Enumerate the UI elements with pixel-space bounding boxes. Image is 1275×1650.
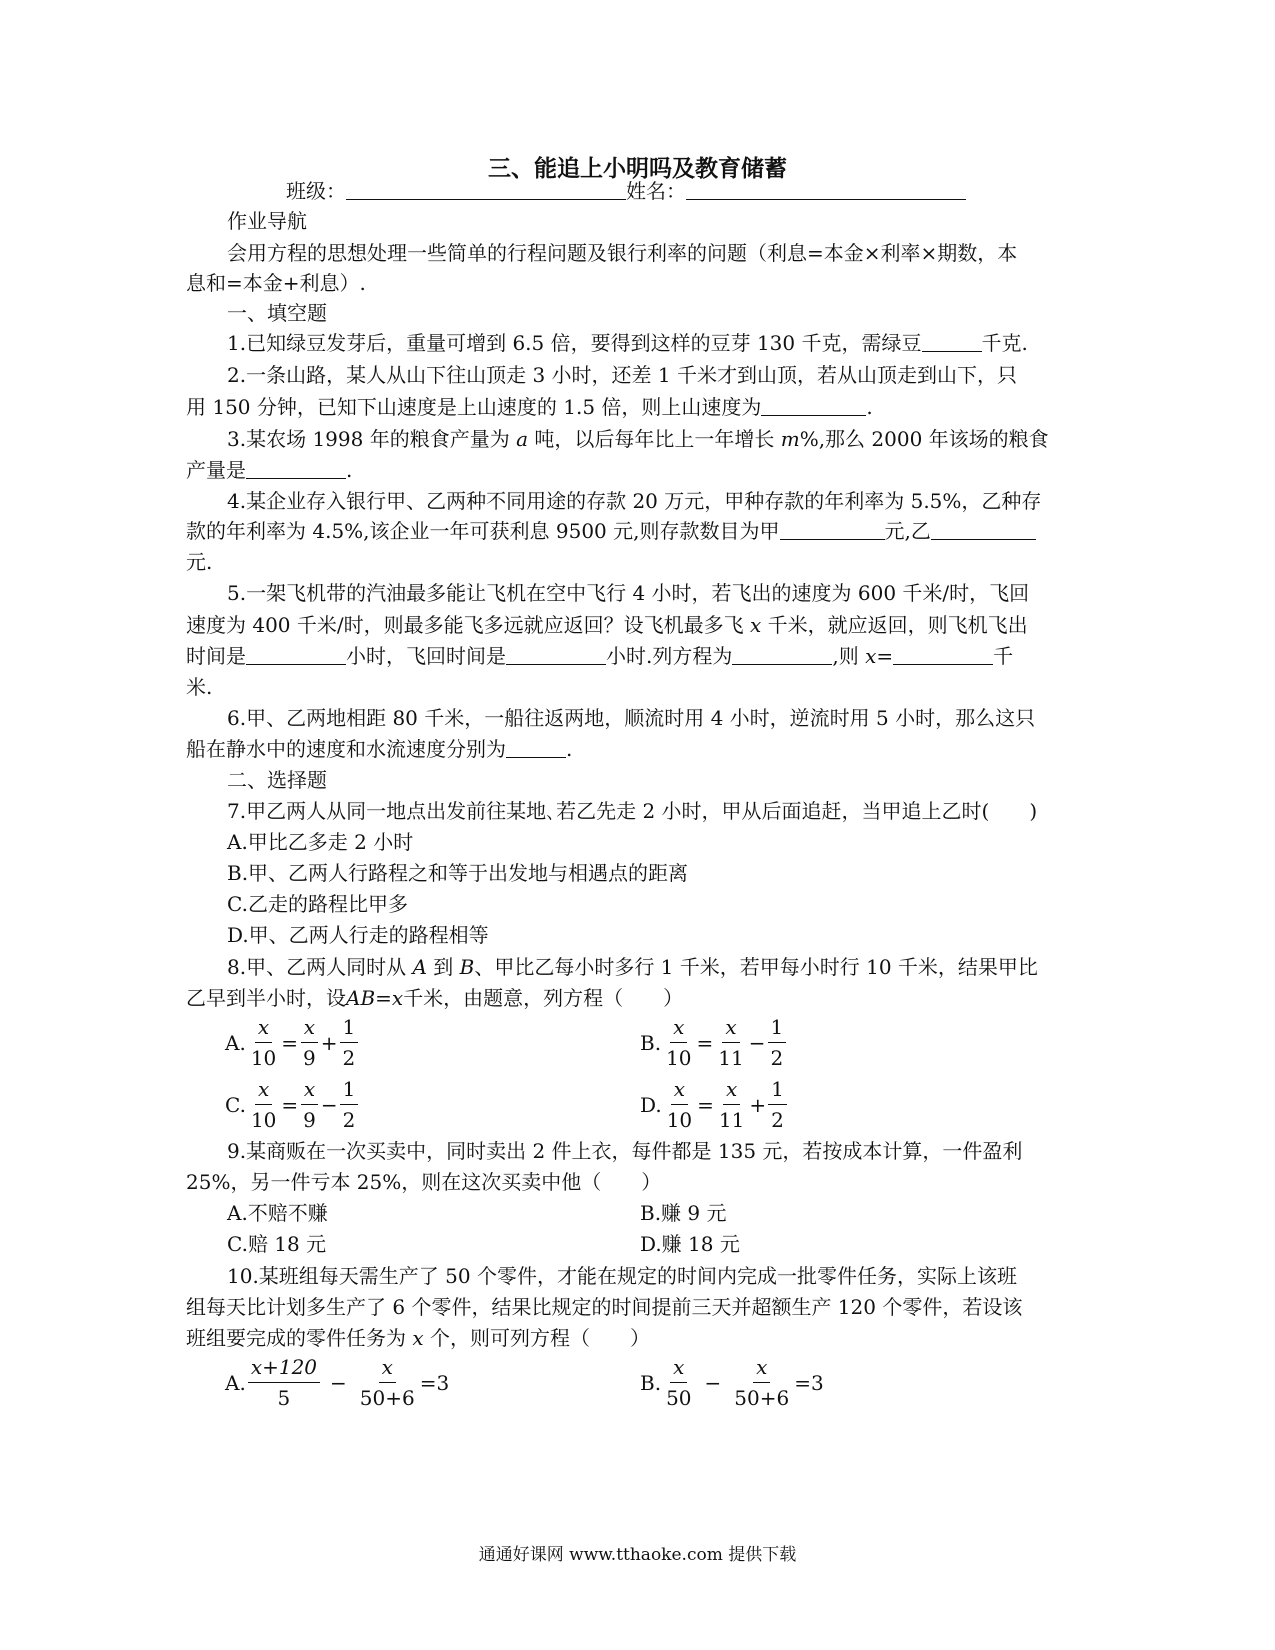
denominator: 10 bbox=[250, 1108, 277, 1132]
denominator: 9 bbox=[303, 1108, 316, 1132]
fraction bbox=[340, 1012, 359, 1073]
numerator: x bbox=[722, 1012, 739, 1043]
denominator: 5 bbox=[277, 1386, 291, 1410]
answer-blank[interactable] bbox=[893, 644, 993, 665]
nav-text-line-1: 会用方程的思想处理一些简单的行程问题及银行利率的问题（利息=本金×利率×期数，本 bbox=[227, 241, 1018, 265]
question-5-text: 千米，就应返回，则飞机飞出 bbox=[767, 613, 1028, 637]
option-label: B. bbox=[640, 1030, 662, 1055]
numerator: x bbox=[670, 1352, 687, 1383]
operator: − bbox=[748, 1030, 766, 1055]
question-3-text: 吨，以后每年比上一年增长 bbox=[534, 427, 775, 451]
question-1-text: 1.已知绿豆发芽后，重量可增到 6.5 倍，要得到这样的豆芽 130 千克，需绿豆 bbox=[227, 331, 922, 355]
answer-blank[interactable] bbox=[506, 644, 606, 665]
numerator: x+120 bbox=[248, 1352, 320, 1383]
question-5-text: ,则 bbox=[832, 644, 859, 668]
numerator: 1 bbox=[768, 1074, 787, 1105]
operator: + bbox=[749, 1092, 767, 1117]
question-4-line-3: 元. bbox=[186, 550, 213, 574]
question-9-option-d[interactable]: D.赚 18 元 bbox=[640, 1232, 740, 1256]
question-10-option-b[interactable] bbox=[640, 1352, 824, 1413]
question-5-text: 速度为 400 千米/时，则最多能飞多远就应返回？设飞机最多飞 bbox=[186, 613, 744, 637]
answer-blank[interactable] bbox=[732, 644, 832, 665]
question-4-line-2 bbox=[186, 516, 1036, 546]
question-3-text: 3.某农场 1998 年的粮食产量为 bbox=[227, 427, 510, 451]
header-fields-row bbox=[286, 176, 966, 206]
question-6-line-2 bbox=[186, 734, 572, 764]
question-8-option-b[interactable] bbox=[640, 1012, 788, 1073]
question-3-end: . bbox=[346, 458, 353, 482]
answer-blank[interactable] bbox=[506, 737, 566, 758]
option-label: A. bbox=[225, 1030, 246, 1055]
variable-x: x bbox=[865, 644, 877, 668]
denominator: 2 bbox=[342, 1046, 356, 1070]
numerator: x bbox=[301, 1074, 318, 1105]
question-4-text: 元,乙 bbox=[884, 519, 931, 543]
answer-blank[interactable] bbox=[922, 331, 982, 352]
numerator: x bbox=[671, 1074, 688, 1105]
answer-blank[interactable] bbox=[246, 644, 346, 665]
question-8-text: 8.甲、乙两人同时从 bbox=[227, 955, 407, 979]
question-8-option-a[interactable] bbox=[225, 1012, 360, 1073]
question-3-text: 产量是 bbox=[186, 458, 246, 482]
fraction bbox=[664, 1074, 695, 1135]
denominator: 11 bbox=[718, 1046, 744, 1070]
question-2-end: . bbox=[866, 395, 873, 419]
footer-source: 通通好课网 www.tthaoke.com 提供下载 bbox=[478, 1545, 797, 1565]
question-10-line-3 bbox=[186, 1323, 650, 1353]
question-5-line-1: 5.一架飞机带的汽油最多能让飞机在空中飞行 4 小时，若飞出的速度为 600 千米/时，飞回 bbox=[227, 581, 1030, 605]
question-3-text: %,那么 2000 年该场的粮食 bbox=[799, 427, 1049, 451]
denominator: 10 bbox=[666, 1046, 692, 1070]
question-9-option-b[interactable]: B.赚 9 元 bbox=[640, 1201, 727, 1225]
page-title: 三、能追上小明吗及教育储蓄 bbox=[488, 156, 787, 182]
fraction bbox=[248, 1352, 320, 1413]
question-6-end: . bbox=[566, 737, 573, 761]
fraction bbox=[300, 1012, 319, 1073]
question-5-text: 小时，飞回时间是 bbox=[346, 644, 506, 668]
denominator: 50+6 bbox=[734, 1386, 790, 1410]
name-blank[interactable] bbox=[686, 179, 966, 200]
denominator: 10 bbox=[666, 1108, 693, 1132]
question-7-option-d[interactable]: D.甲、乙两人行走的路程相等 bbox=[227, 923, 489, 947]
question-8-line-1 bbox=[227, 952, 1038, 982]
operator: − bbox=[320, 1092, 338, 1117]
option-label: A. bbox=[225, 1370, 246, 1395]
question-7-option-a[interactable]: A.甲比乙多走 2 小时 bbox=[227, 830, 414, 854]
equals-sign: = bbox=[375, 986, 392, 1010]
equals-sign: = bbox=[876, 644, 894, 668]
question-9-line-1: 9.某商贩在一次买卖中，同时卖出 2 件上衣，每件都是 135 元，若按成本计算，一件盈利 bbox=[227, 1139, 1023, 1163]
question-10-text: 班组要完成的零件任务为 bbox=[186, 1326, 406, 1350]
variable-m: m bbox=[780, 427, 800, 451]
question-8-line-2 bbox=[186, 983, 683, 1013]
question-10-text: 个，则可列方程（ ） bbox=[430, 1326, 650, 1350]
question-2-line-2 bbox=[186, 392, 873, 422]
question-7-stem: 7.甲乙两人从同一地点出发前往某地､若乙先走 2 小时，甲从后面追赶，当甲追上乙时( ) bbox=[227, 799, 1038, 823]
numerator: 1 bbox=[340, 1012, 359, 1043]
question-6-line-1: 6.甲、乙两地相距 80 千米，一船往返两地，顺流时用 4 小时，逆流时用 5 小时，那么这只 bbox=[227, 706, 1036, 730]
question-8-option-c[interactable] bbox=[225, 1074, 360, 1135]
question-4-line-1: 4.某企业存入银行甲、乙两种不同用途的存款 20 万元，甲种存款的年利率为 5.5%，乙种存 bbox=[227, 489, 1042, 513]
question-2-line-1: 2.一条山路，某人从山下往山顶走 3 小时，还差 1 千米才到山顶，若从山顶走到山下，只 bbox=[227, 363, 1017, 387]
question-5-line-2 bbox=[186, 610, 1028, 640]
fraction bbox=[340, 1074, 359, 1135]
numerator: x bbox=[723, 1074, 740, 1105]
denominator: 50+6 bbox=[359, 1386, 415, 1410]
fraction bbox=[357, 1352, 418, 1413]
question-1-unit: 千克. bbox=[981, 331, 1028, 355]
answer-blank[interactable] bbox=[246, 458, 346, 479]
variable-x: x bbox=[750, 613, 762, 637]
nav-text-line-2: 息和=本金+利息）. bbox=[186, 271, 366, 295]
option-label: B. bbox=[640, 1370, 662, 1395]
fraction bbox=[300, 1074, 319, 1135]
segment-ab: AB bbox=[346, 986, 376, 1010]
question-5-text: 时间是 bbox=[186, 644, 246, 668]
equation-result: =3 bbox=[794, 1370, 824, 1395]
denominator: 2 bbox=[771, 1108, 784, 1132]
denominator: 50 bbox=[666, 1386, 692, 1410]
operator: = bbox=[281, 1092, 299, 1117]
fraction bbox=[248, 1074, 279, 1135]
numerator: x bbox=[301, 1012, 318, 1043]
question-5-line-3 bbox=[186, 641, 1013, 671]
operator: − bbox=[704, 1370, 722, 1395]
section-fill-in-heading: 一、填空题 bbox=[227, 301, 327, 325]
option-label: D. bbox=[640, 1092, 662, 1117]
question-4-text: 款的年利率为 4.5%,该企业一年可获利息 9500 元,则存款数目为甲 bbox=[186, 519, 780, 543]
variable-a: a bbox=[516, 427, 528, 451]
fraction bbox=[248, 1012, 279, 1073]
question-8-text: 、甲比乙每小时多行 1 千米，若甲每小时行 10 千米，结果甲比 bbox=[474, 955, 1038, 979]
question-5-text: 千 bbox=[993, 644, 1014, 668]
name-label: 姓名： bbox=[626, 179, 686, 203]
numerator: x bbox=[753, 1352, 770, 1383]
denominator: 2 bbox=[342, 1108, 356, 1132]
question-7-option-b[interactable]: B.甲、乙两人行路程之和等于出发地与相遇点的距离 bbox=[227, 861, 689, 885]
operator: = bbox=[696, 1030, 714, 1055]
option-label: C. bbox=[225, 1092, 246, 1117]
numerator: x bbox=[255, 1074, 272, 1105]
question-5-line-4: 米. bbox=[186, 675, 213, 699]
numerator: x bbox=[255, 1012, 272, 1043]
question-2-text: 用 150 分钟，已知下山速度是上山速度的 1.5 倍，则上山速度为 bbox=[186, 395, 762, 419]
denominator: 9 bbox=[303, 1046, 316, 1070]
operator: − bbox=[330, 1370, 347, 1395]
fraction bbox=[663, 1012, 694, 1073]
denominator: 11 bbox=[718, 1108, 745, 1132]
question-8-text: 到 bbox=[433, 955, 454, 979]
section-multiple-choice-heading: 二、选择题 bbox=[227, 768, 327, 792]
numerator: 1 bbox=[768, 1012, 787, 1043]
answer-blank[interactable] bbox=[761, 395, 866, 416]
answer-blank[interactable] bbox=[931, 519, 1036, 540]
operator: = bbox=[697, 1092, 714, 1117]
fraction bbox=[731, 1352, 792, 1413]
question-8-text: 千米，由题意，列方程（ ） bbox=[403, 986, 684, 1010]
question-8-text: 乙早到半小时，设 bbox=[186, 986, 346, 1010]
operator: + bbox=[320, 1030, 338, 1055]
point-a: A bbox=[412, 955, 427, 979]
answer-blank[interactable] bbox=[780, 519, 885, 540]
fraction bbox=[715, 1012, 746, 1073]
question-3-line-1 bbox=[227, 424, 1049, 454]
question-10-line-1: 10.某班组每天需生产了 50 个零件，才能在规定的时间内完成一批零件任务，实际上该班 bbox=[227, 1264, 1017, 1288]
question-7-option-c[interactable]: C.乙走的路程比甲多 bbox=[227, 892, 408, 916]
numerator: x bbox=[379, 1352, 396, 1383]
question-9-option-a[interactable]: A.不赔不赚 bbox=[227, 1201, 328, 1225]
question-10-line-2: 组每天比计划多生产了 6 个零件，结果比规定的时间提前三天并超额生产 120 个零件，若设该 bbox=[186, 1295, 1023, 1319]
question-3-line-2 bbox=[186, 455, 352, 485]
denominator: 2 bbox=[770, 1046, 784, 1070]
question-9-line-2: 25%，另一件亏本 25%，则在这次买卖中他（ ） bbox=[186, 1170, 662, 1194]
fraction bbox=[663, 1352, 694, 1413]
operator: = bbox=[281, 1030, 299, 1055]
question-9-option-c[interactable]: C.赔 18 元 bbox=[227, 1232, 327, 1256]
denominator: 10 bbox=[250, 1046, 277, 1070]
class-blank[interactable] bbox=[346, 179, 626, 200]
numerator: x bbox=[670, 1012, 687, 1043]
question-10-option-a[interactable] bbox=[225, 1352, 449, 1413]
class-label: 班级： bbox=[286, 179, 346, 203]
fraction bbox=[768, 1074, 787, 1135]
numerator: 1 bbox=[340, 1074, 359, 1105]
variable-x: x bbox=[412, 1326, 424, 1350]
question-8-option-d[interactable] bbox=[640, 1074, 789, 1135]
fraction bbox=[768, 1012, 787, 1073]
point-b: B bbox=[459, 955, 475, 979]
question-6-text: 船在静水中的速度和水流速度分别为 bbox=[186, 737, 506, 761]
nav-heading: 作业导航 bbox=[227, 209, 307, 233]
question-1 bbox=[227, 328, 1028, 358]
fraction bbox=[716, 1074, 747, 1135]
equation-result: =3 bbox=[419, 1370, 450, 1395]
variable-x: x bbox=[391, 986, 404, 1010]
question-5-text: 小时.列方程为 bbox=[606, 644, 733, 668]
